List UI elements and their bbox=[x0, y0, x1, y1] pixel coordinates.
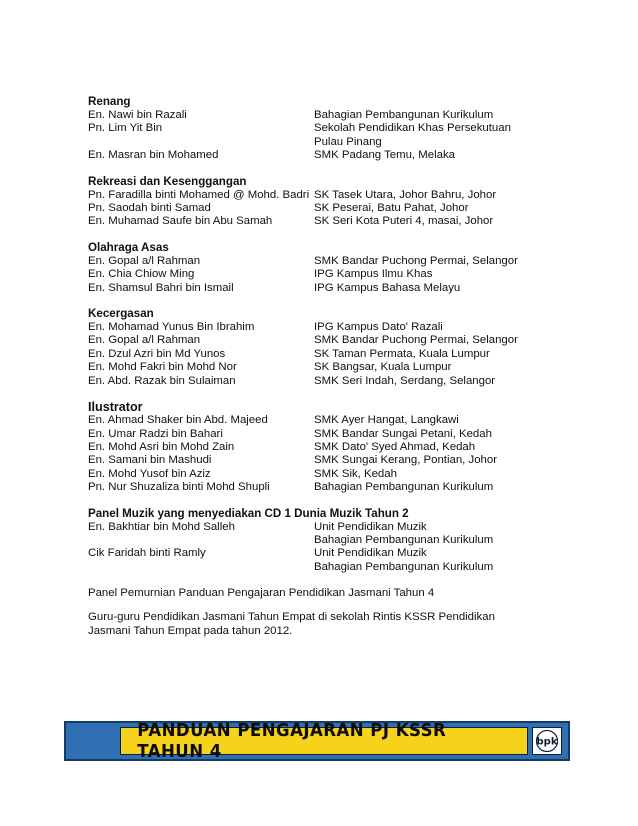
document-body bbox=[88, 95, 608, 638]
section-heading: Ilustrator bbox=[88, 400, 143, 415]
member-name: En. Ahmad Shaker bin Abd. Majeed bbox=[88, 414, 268, 427]
member-row bbox=[88, 454, 608, 467]
member-row bbox=[88, 348, 608, 361]
guru-text-line-1: Guru-guru Pendidikan Jasmani Tahun Empat di sekolah Rintis KSSR Pendidikan bbox=[88, 611, 495, 624]
member-affiliation: SMK Seri Indah, Serdang, Selangor bbox=[314, 374, 496, 387]
member-affiliation: IPG Kampus Ilmu Khas bbox=[314, 268, 433, 281]
member-name: Pn. Nur Shuzaliza binti Mohd Shupli bbox=[88, 481, 270, 494]
member-row bbox=[88, 149, 608, 162]
member-row bbox=[88, 282, 608, 295]
member-name bbox=[88, 136, 314, 149]
member-affiliation: SK Seri Kota Puteri 4, masai, Johor bbox=[314, 215, 494, 228]
member-row bbox=[88, 189, 608, 202]
member-row bbox=[88, 109, 608, 122]
bpk-logo-graphic bbox=[534, 729, 560, 753]
member-row bbox=[88, 136, 608, 149]
member-affiliation: Unit Pendidikan Muzik bbox=[314, 547, 427, 560]
bpk-logo-icon bbox=[532, 727, 562, 755]
member-affiliation: SMK Sungai Kerang, Pontian, Johor bbox=[314, 454, 497, 467]
member-name: En. Mohd Yusof bin Aziz bbox=[88, 467, 211, 480]
member-affiliation: SMK Bandar Sungai Petani, Kedah bbox=[314, 427, 492, 440]
member-name: En. Abd. Razak bin Sulaiman bbox=[88, 374, 236, 387]
member-affiliation: SK Tasek Utara, Johor Bahru, Johor bbox=[314, 188, 497, 201]
member-row bbox=[88, 334, 608, 347]
member-affiliation: SMK Bandar Puchong Permai, Selangor bbox=[314, 254, 518, 267]
section-heading: Panel Muzik yang menyediakan CD 1 Dunia Muzik Tahun 2 bbox=[88, 506, 409, 520]
member-affiliation: Bahagian Pembangunan Kurikulum bbox=[314, 481, 494, 494]
member-affiliation: SK Taman Permata, Kuala Lumpur bbox=[314, 347, 490, 360]
member-affiliation: Bahagian Pembangunan Kurikulum bbox=[314, 533, 494, 546]
member-affiliation: SK Bangsar, Kuala Lumpur bbox=[314, 361, 452, 374]
member-row bbox=[88, 547, 608, 560]
member-name: En. Samani bin Mashudi bbox=[88, 454, 212, 467]
member-row bbox=[88, 375, 608, 388]
member-affiliation: Sekolah Pendidikan Khas Persekutuan bbox=[314, 122, 511, 135]
member-name: En. Mohamad Yunus Bin Ibrahim bbox=[88, 321, 255, 334]
section bbox=[88, 95, 608, 163]
member-name: Cik Faridah binti Ramly bbox=[88, 547, 206, 560]
member-name: En. Shamsul Bahri bin Ismail bbox=[88, 281, 234, 294]
member-name: En. Dzul Azri bin Md Yunos bbox=[88, 347, 226, 360]
member-name bbox=[88, 561, 314, 574]
member-affiliation: IPG Kampus Dato' Razali bbox=[314, 321, 443, 334]
member-affiliation: IPG Kampus Bahasa Melayu bbox=[314, 281, 461, 294]
member-affiliation: Unit Pendidikan Muzik bbox=[314, 520, 427, 533]
member-name: En. Umar Radzi bin Bahari bbox=[88, 427, 223, 440]
section-list bbox=[88, 95, 608, 574]
member-row bbox=[88, 561, 608, 574]
member-affiliation: Pulau Pinang bbox=[314, 135, 382, 148]
member-name: En. Chia Chiow Ming bbox=[88, 268, 195, 281]
section bbox=[88, 175, 608, 229]
banner-title-plate bbox=[120, 720, 528, 762]
banner-title: PANDUAN PENGAJARAN PJ KSSR TAHUN 4 bbox=[137, 720, 447, 762]
section bbox=[88, 241, 608, 295]
member-row bbox=[88, 428, 608, 441]
footer-banner bbox=[64, 721, 570, 761]
member-name: En. Nawi bin Razali bbox=[88, 109, 187, 121]
member-affiliation: Bahagian Pembangunan Kurikulum bbox=[314, 560, 494, 573]
member-row bbox=[88, 481, 608, 494]
member-affiliation: SMK Dato' Syed Ahmad, Kedah bbox=[314, 440, 476, 453]
member-name: En. Gopal a/l Rahman bbox=[88, 254, 201, 267]
panel-text: Panel Pemurnian Panduan Pengajaran Pendidikan Jasmani Tahun 4 bbox=[88, 587, 435, 600]
member-affiliation: SMK Ayer Hangat, Langkawi bbox=[314, 414, 459, 427]
section-heading: Olahraga Asas bbox=[88, 240, 169, 254]
member-row bbox=[88, 441, 608, 454]
bpk-logo-text: bpk bbox=[536, 736, 558, 748]
member-name bbox=[88, 534, 314, 547]
member-name: Pn. Faradilla binti Mohamed @ Mohd. Badri bbox=[88, 188, 310, 201]
member-row bbox=[88, 521, 608, 534]
member-affiliation: SK Peserai, Batu Pahat, Johor bbox=[314, 202, 469, 215]
member-affiliation: SMK Padang Temu, Melaka bbox=[314, 149, 455, 162]
member-row bbox=[88, 321, 608, 334]
member-row bbox=[88, 255, 608, 268]
member-row bbox=[88, 268, 608, 281]
member-name: En. Mohd Fakri bin Mohd Nor bbox=[88, 361, 237, 374]
section-heading: Renang bbox=[88, 95, 131, 108]
member-affiliation: SMK Sik, Kedah bbox=[314, 467, 397, 480]
member-row bbox=[88, 468, 608, 481]
member-name: Pn. Lim Yit Bin bbox=[88, 122, 163, 135]
member-row bbox=[88, 361, 608, 374]
member-name: En. Muhamad Saufe bin Abu Samah bbox=[88, 215, 273, 228]
member-row bbox=[88, 202, 608, 215]
section bbox=[88, 507, 608, 575]
member-name: En. Gopal a/l Rahman bbox=[88, 334, 201, 347]
member-name: En. Masran bin Mohamed bbox=[88, 149, 219, 162]
guru-text-line-2: Jasmani Tahun Empat pada tahun 2012. bbox=[88, 625, 293, 638]
section-heading: Rekreasi dan Kesenggangan bbox=[88, 174, 247, 188]
member-name: En. Bakhtiar bin Mohd Salleh bbox=[88, 520, 235, 533]
member-row bbox=[88, 122, 608, 135]
guru-paragraph bbox=[88, 610, 608, 638]
member-name: En. Mohd Asri bin Mohd Zain bbox=[88, 440, 235, 453]
member-row bbox=[88, 414, 608, 427]
section-heading: Kecergasan bbox=[88, 307, 154, 321]
member-affiliation: Bahagian Pembangunan Kurikulum bbox=[314, 109, 494, 121]
section bbox=[88, 307, 608, 388]
member-name: Pn. Saodah binti Samad bbox=[88, 202, 211, 215]
member-affiliation: SMK Bandar Puchong Permai, Selangor bbox=[314, 334, 518, 347]
member-row bbox=[88, 215, 608, 228]
panel-paragraph bbox=[88, 586, 608, 600]
section bbox=[88, 400, 608, 494]
member-row bbox=[88, 534, 608, 547]
